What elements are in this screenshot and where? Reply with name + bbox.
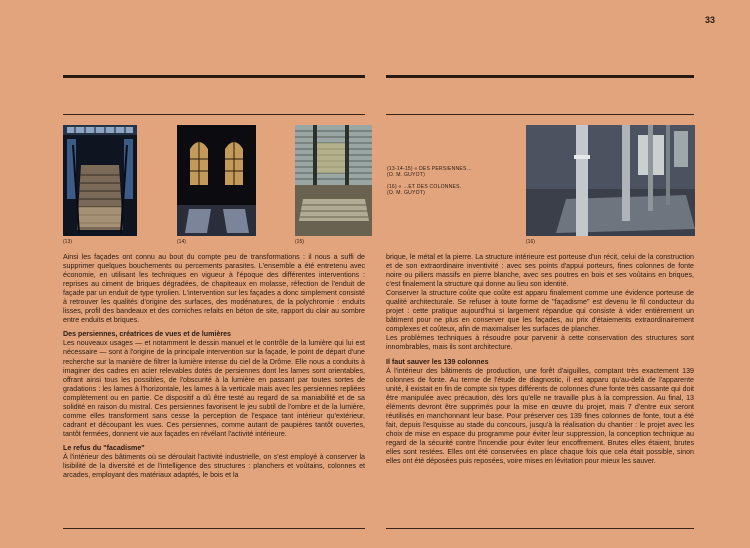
photo-window-shutters (295, 125, 372, 236)
side-caption-16-line1: (16) « …ET DES COLONNES. (387, 183, 462, 190)
side-caption-13-15 (387, 166, 472, 179)
left-para-facades: Ainsi les façades ont connu au bout du compte peu de transformations : il nous a suffi de supprimer quelques bouchements ou percements parasites. L'ensemble a été entretenu avec économie, en utilisant les techniques en vigueur à l'époque des différentes interventions : reprises au ciment de briques dégradées, de chapiteaux en molasse, réfection de l'enduit de façade par un enduit de type tyrolien. L'intervention sur les façades a donc simplement consisté à retrouver les qualités d'origine des surfaces, des modénatures, de la polychromie : enduits lisses, profil des bandeaux et des corniches refaits en béton de site, rapport du clair au sombre entre enduits et briques. (63, 253, 365, 325)
left-para-persiennes: Les nouveaux usages — et notamment le dessin manuel et le contrôle de la lumière qui lui est nécessaire — sont à l'origine de la principale intervention sur la façade, le point de départ d'une recherche sur la manière de filtrer la lumière intense du ciel de la Drôme. Elle nous a conduits à imaginer des cadres en acier relevables dotés de persiennes dont les lames sont orientables, offrant ainsi tous les possibles, de l'obscurité à la lumière en passant par toutes sortes de gradations : les lames à l'horizontale, les lames à la verticale mais avec les persiennes repliées complètement ou en partie. Ce dispositif a dû être testé au regard de sa maniabilité et de sa solidité en raison du mistral. Ces persiennes favorisent le jeu subtil de l'ombre et de la lumière, comme elles transforment sans cesse la perception de l'espace tant intérieur qu'extérieur, cadrant et découpant les vues. Ces persiennes, comme autant de paupières tantôt ouvertes, tantôt fermées, donnent vie aux façades en révélant l'activité intérieure. (63, 339, 365, 438)
left-bottom-rule (63, 528, 365, 529)
side-caption-13-15-line1: (13-14-15) « DES PERSIENNES… (387, 166, 472, 172)
side-caption-16 (387, 184, 472, 197)
photo-staircase (63, 125, 137, 236)
left-text-column (63, 253, 365, 480)
side-captions (387, 166, 472, 202)
page-number: 33 (704, 15, 715, 25)
heading-colonnes: Il faut sauver les 139 colonnes (386, 357, 489, 366)
heading-persiennes: Des persiennes, créatrices de vues et de lumières (63, 330, 231, 339)
side-caption-13-15-credit: (O. M. GUYOT) (387, 172, 425, 179)
left-thin-rule (63, 114, 365, 115)
photo-columns (526, 125, 695, 236)
side-caption-16-credit: (O. M. GUYOT) (387, 190, 425, 197)
caption-13: (13) (63, 239, 72, 245)
right-para-colonnes: À l'intérieur des bâtiments de production, une forêt d'aiguilles, comptant très exactement 139 colonnes de fonte. Au terme de l'étude de diagnostic, il est apparu qu'au-delà de l'apparente unité, il existait en fin de compte six types différents de colonnes d'une fonte très cassante qui doit être manipulée avec précaution, dès lors qu'elle ne travaille plus à la compression. Au final, 13 éléments devront être supprimés pour la mise en œuvre du projet, mais 7 d'entre eux seront réutilisés en manchonnant leur base. Pour préserver ces 139 fines colonnes de fonte, tout a été fait, depuis l'esquisse au stade du concours, jusqu'à la réalisation du chantier : le projet avec les choix de mise en espace du programme pour éviter leur suppression, la conception technique au regard de la sécurité contre l'incendie pour éviter leur encoffrement. Brutes elles étaient, brutes elles sont restées. Elles ont été conservées en place chaque fois que cela était possible, sinon elles ont été déposées puis reposées, voire mises en lévitation pour mieux les sauver. (386, 366, 694, 466)
left-para-facadisme: À l'intérieur des bâtiments où se déroulait l'activité industrielle, on s'est employé à conserver la lisibilité de la diversité et de l'intelligence des structures : planchers et voûtains, colonnes et arcades, employant des matériaux adaptés, le bois et la (63, 452, 365, 480)
right-para-problemes: Les problèmes techniques à résoudre pour parvenir à cette conservation des structures sont innombrables, mais ils sont architecture. (386, 334, 694, 352)
right-bottom-rule (386, 528, 694, 529)
right-text-column (386, 253, 694, 466)
left-heading-rule (63, 75, 365, 78)
caption-14: (14) (177, 239, 186, 245)
right-para-conserver: Conserver la structure coûte que coûte est apparu finalement comme une évidence porteuse de qualité architecturale. Se refuser à toute forme de "façadisme" est devenu le fil conducteur du projet : cette pratique aujourd'hui si largement répandue qui consiste à vider entièrement un bâtiment pour ne plus en conserver que les façades, au prix d'étaiements extraordinairement complexes et coûteux, afin de maximaliser les surfaces de plancher. (386, 289, 694, 334)
caption-16: (16) (526, 239, 535, 245)
right-thin-rule (386, 114, 694, 115)
heading-facadisme: Le refus du "facadisme" (63, 443, 145, 452)
photo-arched-windows (177, 125, 256, 236)
caption-15: (15) (295, 239, 304, 245)
right-para-structure: brique, le métal et la pierre. La structure intérieure est porteuse d'un récit, celui de la construction et de son extraordinaire inventivité : avec ses points d'appui porteurs, fines colonnes de fonte noire ou piliers massifs en pierre blanche, avec ses poutres en bois et ses voûtains en briques, c'est finalement la structure qui donne au lieu son identité. (386, 253, 694, 289)
right-heading-rule (386, 75, 694, 78)
